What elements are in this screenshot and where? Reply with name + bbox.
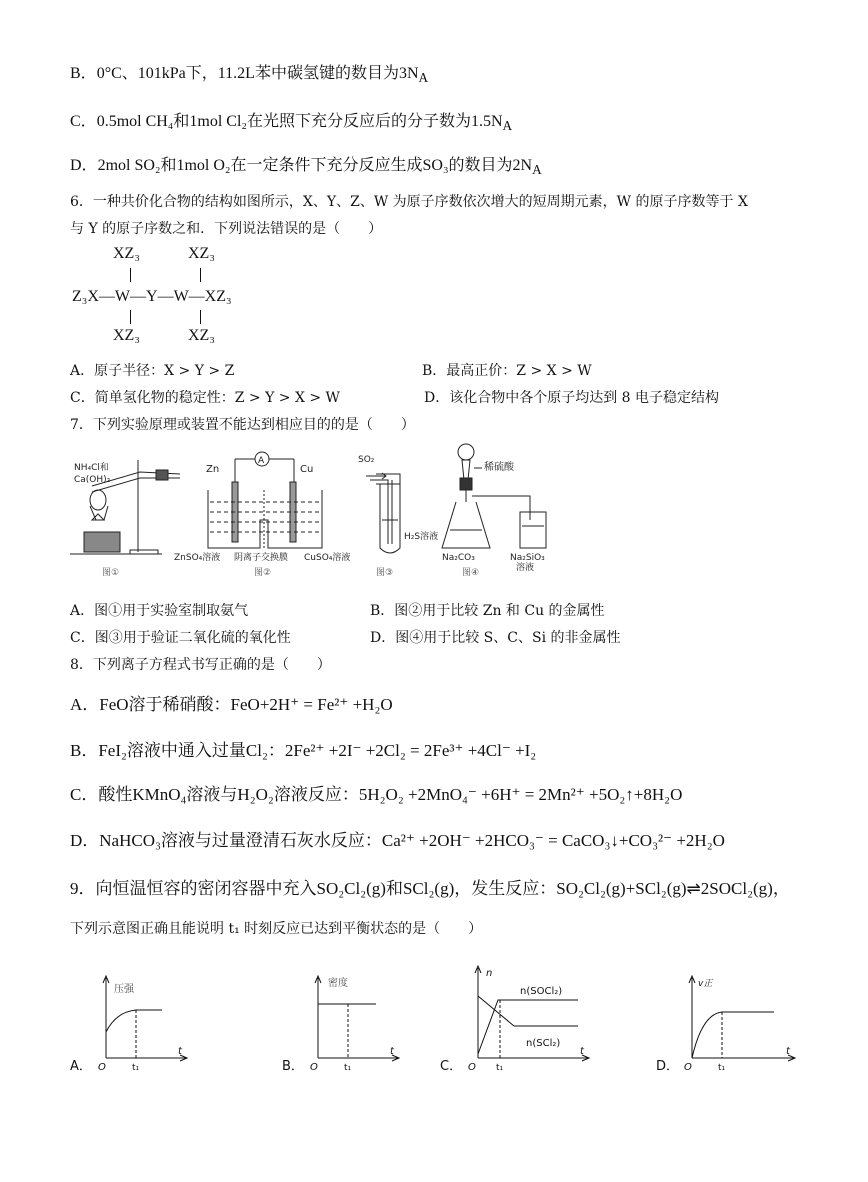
graph-option-label: D． [656, 1059, 680, 1074]
q9-stem-line1: 9．向恒温恒容的密闭容器中充入SO₂Cl₂(g)和SCl₂(g)，发生反应：SO₂Cl₂(g)+SCl₂(g)⇌2SOCl₂(g)， [70, 879, 790, 898]
q9-graph-d [654, 970, 804, 1080]
q8-option-c: C．酸性KMnO₄溶液与H₂O₂溶液反应：5H₂O₂ +2MnO₄⁻ +6H⁺ = 2Mn²⁺ +5O₂↑+8H₂O [70, 785, 683, 804]
option-letter: C． [70, 113, 97, 130]
q9-stem-line2: 下列示意图正确且能说明 t₁ 时刻反应已达到平衡状态的是（ ） [70, 921, 483, 937]
option-text: 0.5mol CH₄和1mol Cl₂在光照下充分反应后的分子数为1.5N [96, 113, 503, 130]
y-axis-label: n [486, 968, 493, 979]
x-axis-label: t [390, 1046, 394, 1057]
q7-option-d: D．图④用于比较 S、C、Si 的非金属性 [370, 630, 621, 646]
gas-label: SO₂ [358, 455, 375, 465]
reagent-label: 溶液 [516, 563, 535, 573]
origin-label: O [98, 1062, 106, 1073]
q7-option-a: A．图①用于实验室制取氨气 [70, 603, 249, 619]
figure-3 [358, 455, 438, 578]
q5-option-c [70, 108, 512, 134]
figure-1 [70, 460, 180, 578]
graph-option-label: B． [282, 1059, 304, 1074]
reagent-label: Na₂CO₃ [442, 553, 475, 563]
reagent-label: 稀硫酸 [484, 462, 514, 473]
q6-stem-line2: 与 Y 的原子序数之和．下列说法错误的是（ ） [70, 221, 383, 237]
figure-caption: 图④ [462, 568, 480, 578]
pressure-curve [106, 1010, 162, 1032]
q8-option-d: D．NaHCO₃溶液与过量澄清石灰水反应：Ca²⁺ +2OH⁻ +2HCO₃⁻ = CaCO₃↓+CO₃²⁻ +2H₂O [70, 831, 725, 850]
bond-line [130, 310, 131, 324]
reagent-label: Ca(OH)₂ [74, 475, 111, 485]
graph-option-label: C． [440, 1059, 463, 1074]
origin-label: O [468, 1062, 476, 1073]
figure-caption: 图② [254, 568, 272, 578]
membrane-label: 阴离子交换膜 [234, 553, 289, 563]
q6-option-d: D．该化合物中各个原子均达到 8 电子稳定结构 [424, 390, 720, 406]
top-right-group: XZ₃ [188, 245, 215, 262]
solution-label: H₂S溶液 [404, 532, 439, 542]
option-letter: B． [70, 65, 97, 82]
ammeter-icon: A [258, 456, 265, 466]
q7-apparatus-figure [70, 440, 590, 590]
solution-label: ZnSO₄溶液 [174, 553, 221, 563]
subscript: A [502, 118, 513, 134]
q7-stem: 7．下列实验原理或装置不能达到相应目的的是（ ） [70, 417, 415, 433]
reagent-label: Na₂SiO₃ [510, 553, 545, 563]
rate-curve [692, 1012, 774, 1058]
graph-option-label: A． [70, 1059, 92, 1074]
origin-label: O [310, 1062, 318, 1073]
figure-caption: 图③ [376, 568, 394, 578]
t1-label: t₁ [132, 1063, 140, 1073]
q5-option-b [70, 60, 428, 86]
q8-option-a: A．FeO溶于稀硝酸：FeO+2H⁺ = Fe²⁺ +H₂O [70, 695, 393, 714]
q6-option-b: B．最高正价：Z > X > W [422, 363, 592, 379]
electrode-label: Zn [206, 464, 220, 475]
y-axis-label: v正 [698, 979, 713, 989]
t1-label: t₁ [718, 1063, 726, 1073]
q5-option-d [70, 152, 542, 178]
bond-line [200, 310, 201, 324]
bond-line [200, 268, 201, 282]
electrode-label: Cu [300, 464, 314, 475]
subscript: A [532, 162, 542, 178]
option-text: 0°C、101kPa下，11.2L苯中碳氢键的数目为3N [96, 65, 419, 82]
bond-line [130, 268, 131, 282]
q6-option-c: C．简单氢化物的稳定性：Z > Y > X > W [70, 390, 340, 406]
q7-option-b: B．图②用于比较 Zn 和 Cu 的金属性 [370, 603, 605, 619]
x-axis-label: t [178, 1046, 182, 1057]
series-label: n(SOCl₂) [520, 986, 563, 997]
q9-graph-c [438, 962, 608, 1080]
figure-4 [442, 444, 546, 578]
q6-stem-line1: 6．一种共价化合物的结构如图所示，X、Y、Z、W 为原子序数依次增大的短周期元素，W 的原子序数等于 X [70, 194, 748, 210]
q7-option-c: C．图③用于验证二氧化硫的氧化性 [70, 630, 291, 646]
subscript: A [418, 70, 429, 86]
q8-option-b: B．FeI₂溶液中通入过量Cl₂：2Fe²⁺ +2I⁻ +2Cl₂ = 2Fe³⁺ +4Cl⁻ +I₂ [70, 741, 537, 760]
q8-stem: 8．下列离子方程式书写正确的是（ ） [70, 657, 331, 673]
y-axis-label: 压强 [114, 984, 134, 995]
figure-2 [174, 452, 350, 578]
x-axis-label: t [786, 1046, 790, 1057]
bottom-right-group: XZ₃ [188, 327, 215, 344]
t1-label: t₁ [496, 1063, 504, 1073]
solution-label: CuSO₄溶液 [304, 553, 351, 563]
top-left-group: XZ₃ [113, 245, 140, 262]
q6-option-a: A．原子半径：X > Y > Z [70, 363, 235, 379]
t1-label: t₁ [344, 1063, 352, 1073]
figure-caption: 图① [102, 568, 120, 578]
origin-label: O [684, 1062, 692, 1073]
y-axis-label: 密度 [328, 978, 348, 989]
option-letter: D． [70, 157, 98, 174]
backbone: Z₃X—W—Y—W—XZ₃ [72, 288, 232, 305]
series-label: n(SCl₂) [526, 1038, 561, 1049]
x-axis-label: t [580, 1046, 584, 1057]
q9-graph-b [280, 970, 400, 1080]
reagent-label: NH₄Cl和 [74, 463, 109, 473]
q9-graph-a [68, 970, 188, 1080]
option-text: 2mol SO₂和1mol O₂在一定条件下充分反应生成SO₃的数目为2N [97, 157, 533, 174]
bottom-left-group: XZ₃ [113, 327, 140, 344]
